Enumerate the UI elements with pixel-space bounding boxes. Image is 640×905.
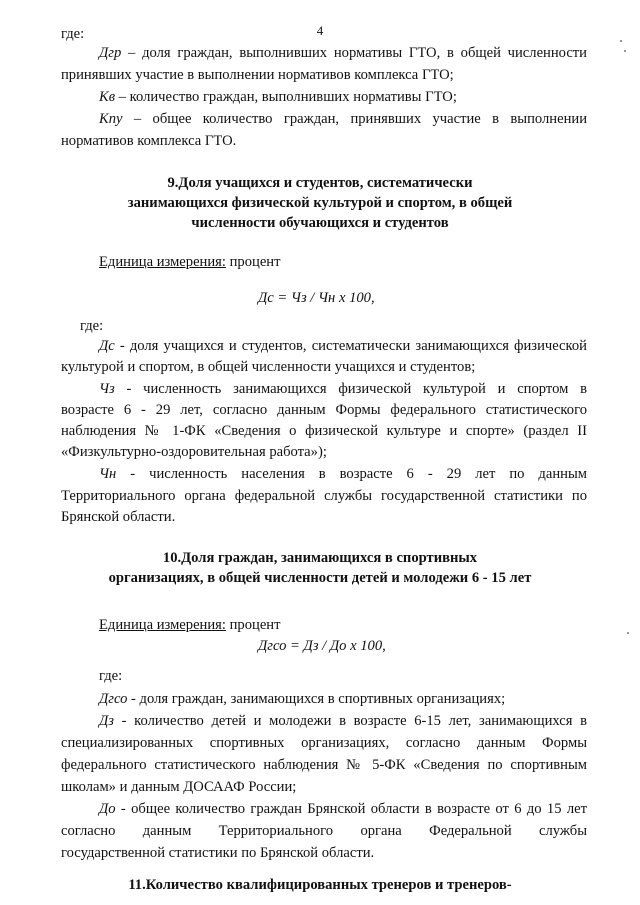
variable-name: Дгсо [99,691,128,707]
paragraph-line [99,381,587,398]
unit-line [99,254,280,271]
scan-speck [620,40,622,42]
paragraph-line: школам» и данным ДОСААФ России; [61,779,297,795]
where-label: где: [99,668,123,684]
unit-label: Единица измерения: [99,617,226,633]
paragraph-line: государственной статистики по Брянской области. [61,845,375,861]
text-span: – количество граждан, выполнивших нормативы ГТО; [115,89,457,105]
paragraph-line [99,89,457,106]
paragraph-line: культурой и спортом, в общей численности учащихся и студентов; [61,359,476,375]
formula: Дс = Чз / Чн х 100, [258,290,375,306]
section-title: численности обучающихся и студентов [191,215,449,231]
page-number: 4 [316,23,324,38]
paragraph-line [99,801,587,818]
paragraph-line [99,713,587,730]
paragraph-line: федерального статистического наблюдения № 5-ФК «Сведения по спортивным [61,757,587,773]
section-title: 9.Доля учащихся и студентов, систематически [167,175,473,191]
section-title: 11.Количество квалифицированных тренеров и тренеров- [128,877,512,893]
scan-speck [627,632,629,634]
text-span: – доля граждан, выполнивших нормативы ГТО, в общей численности [121,45,587,61]
paragraph-line [99,45,587,62]
section-title: занимающихся физической культурой и спортом, в общей [127,195,513,211]
variable-name: До [99,801,116,817]
variable-name: Дгр [99,45,122,61]
paragraph-line: наблюдения № 1-ФК «Сведения о физической культуре и спорте» (раздел II [61,423,587,439]
text-span: - численность занимающихся физической культурой и спортом в [114,381,587,397]
text-span: - количество детей и молодежи в возрасте 6-15 лет, занимающихся в [113,713,587,729]
paragraph-line: «Физкультурно-оздоровительная работа»); [61,444,327,460]
variable-name: Дс [99,338,115,354]
paragraph-line: принявших участие в выполнении нормативов комплекса ГТО; [61,67,454,83]
variable-name: Чз [99,381,115,397]
paragraph-line [99,111,587,128]
paragraph-line [99,338,587,355]
paragraph-line: Территориального органа федеральной службы государственной статистики по [61,488,587,504]
text-span: – общее количество граждан, принявших участие в выполнении [122,111,587,127]
unit-value: процент [225,617,281,633]
unit-line [99,617,280,634]
variable-name: Дз [99,713,114,729]
variable-name: Кв [99,89,116,105]
variable-name: Чн [99,466,117,482]
unit-label: Единица измерения: [99,254,226,270]
paragraph-line: возрасте 6 - 29 лет, согласно данным Формы федерального статистического [61,402,587,418]
section-title: организациях, в общей численности детей и молодежи 6 - 15 лет [108,570,532,586]
variable-name: Кпу [99,111,123,127]
text-span: - доля учащихся и студентов, систематически занимающихся физической [114,338,587,354]
unit-value: процент [225,254,281,270]
paragraph-line: согласно данным Территориального органа Федеральной службы [61,823,587,839]
paragraph-line: специализированных спортивных организациях, согласно данным Формы [61,735,587,751]
paragraph-line [99,466,587,483]
text-span: - общее количество граждан Брянской области в возрасте от 6 до 15 лет [115,801,587,817]
where-label: где: [80,318,104,334]
scan-speck [624,50,626,52]
text-span: - численность населения в возрасте 6 - 29 лет по данным [116,466,587,482]
paragraph-line: нормативов комплекса ГТО. [61,133,237,149]
text-span: - доля граждан, занимающихся в спортивных организациях; [127,691,506,707]
paragraph-line [99,691,505,708]
where-label: где: [61,26,85,42]
section-title: 10.Доля граждан, занимающихся в спортивных [162,550,478,566]
formula: Дгсо = Дз / До х 100, [258,638,386,654]
paragraph-line: Брянской области. [61,509,176,525]
